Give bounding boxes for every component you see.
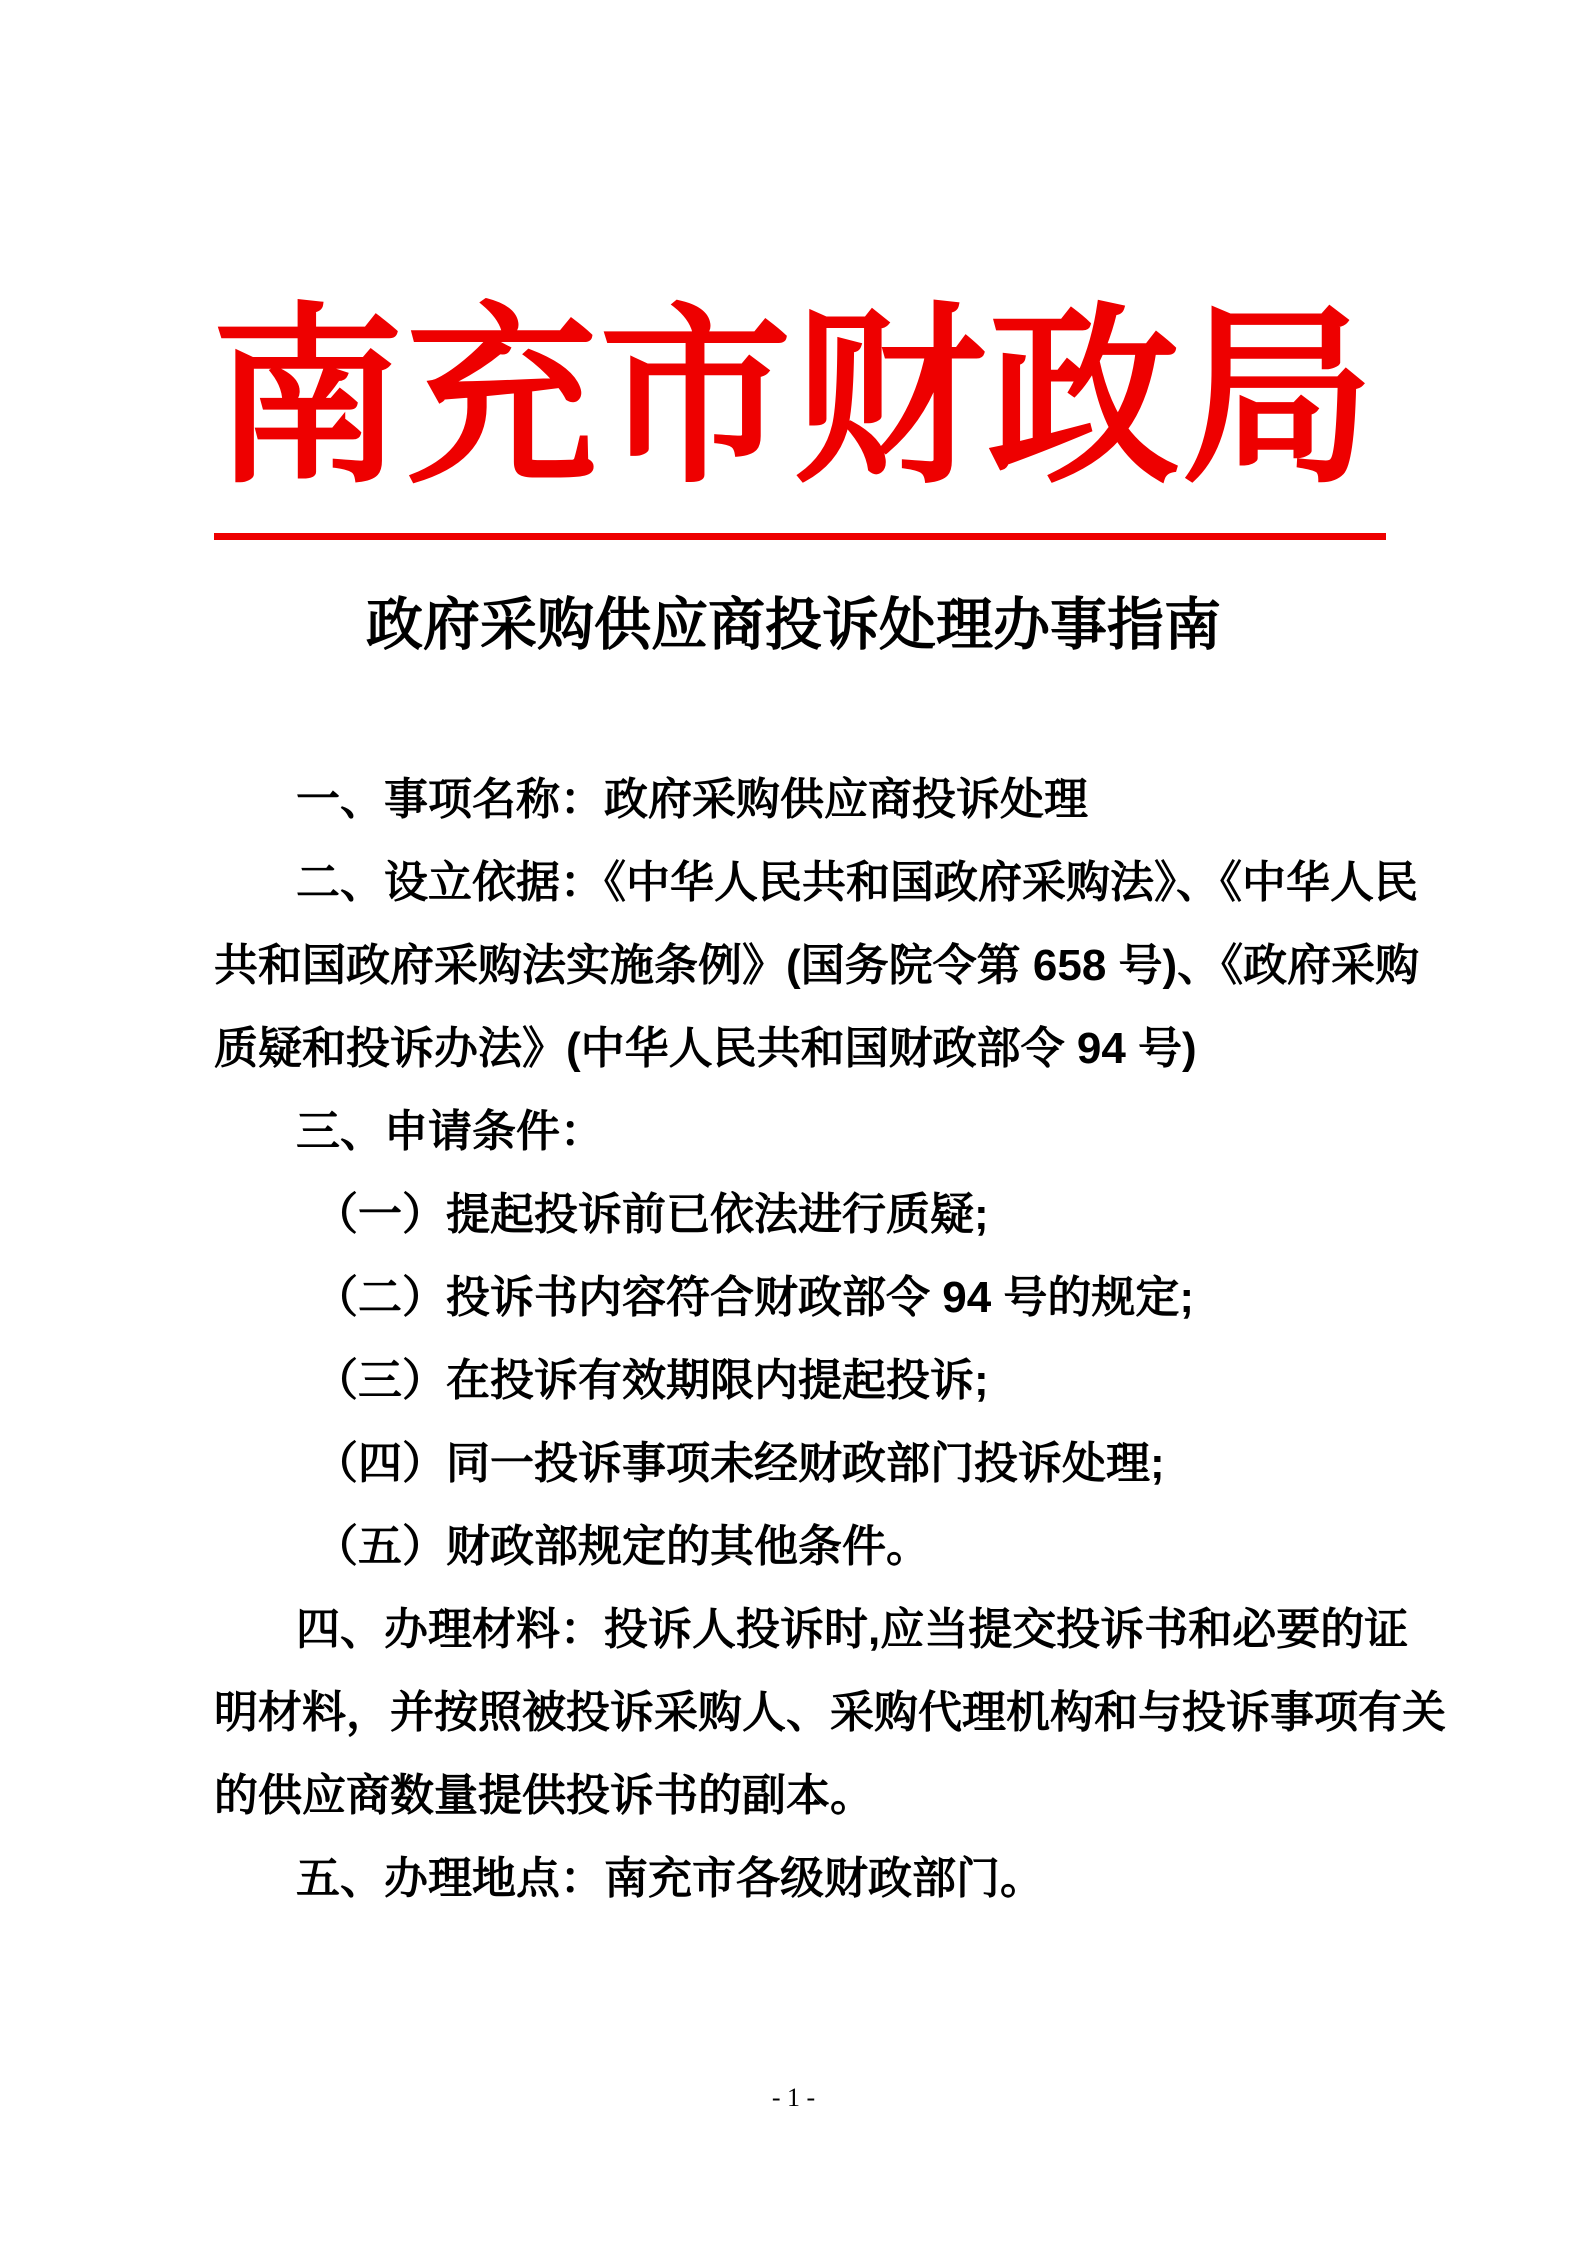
body-line: （二）投诉书内容符合财政部令 94 号的规定; [314, 1273, 1195, 1322]
body-line: 明材料，并按照被投诉采购人、采购代理机构和与投诉事项有关 [214, 1688, 1446, 1737]
page-number: - 1 - [771, 2083, 816, 2112]
document-body [214, 758, 1446, 1920]
document-title: 政府采购供应商投诉处理办事指南 [366, 594, 1221, 657]
body-line: 五、办理地点：南充市各级财政部门。 [296, 1854, 1044, 1903]
body-line: （一）提起投诉前已依法进行质疑; [314, 1190, 989, 1239]
body-line: 四、办理材料：投诉人投诉时,应当提交投诉书和必要的证 [296, 1605, 1409, 1654]
body-line: （三）在投诉有效期限内提起投诉; [314, 1356, 989, 1405]
body-line: （五）财政部规定的其他条件。 [314, 1522, 930, 1571]
header-divider [214, 533, 1386, 540]
agency-title: 南充市财政局 [211, 293, 1376, 506]
body-line: （四）同一投诉事项未经财政部门投诉处理; [314, 1439, 1165, 1488]
body-line: 三、申请条件： [296, 1107, 604, 1156]
body-line: 质疑和投诉办法》(中华人民共和国财政部令 94 号) [214, 1024, 1197, 1073]
body-line: 一、事项名称：政府采购供应商投诉处理 [296, 775, 1088, 824]
body-line: 共和国政府采购法实施条例》(国务院令第 658 号)、《政府采购 [214, 941, 1420, 990]
body-line: 二、设立依据：《中华人民共和国政府采购法》、《中华人民 [296, 858, 1418, 907]
body-line: 的供应商数量提供投诉书的副本。 [214, 1771, 874, 1820]
